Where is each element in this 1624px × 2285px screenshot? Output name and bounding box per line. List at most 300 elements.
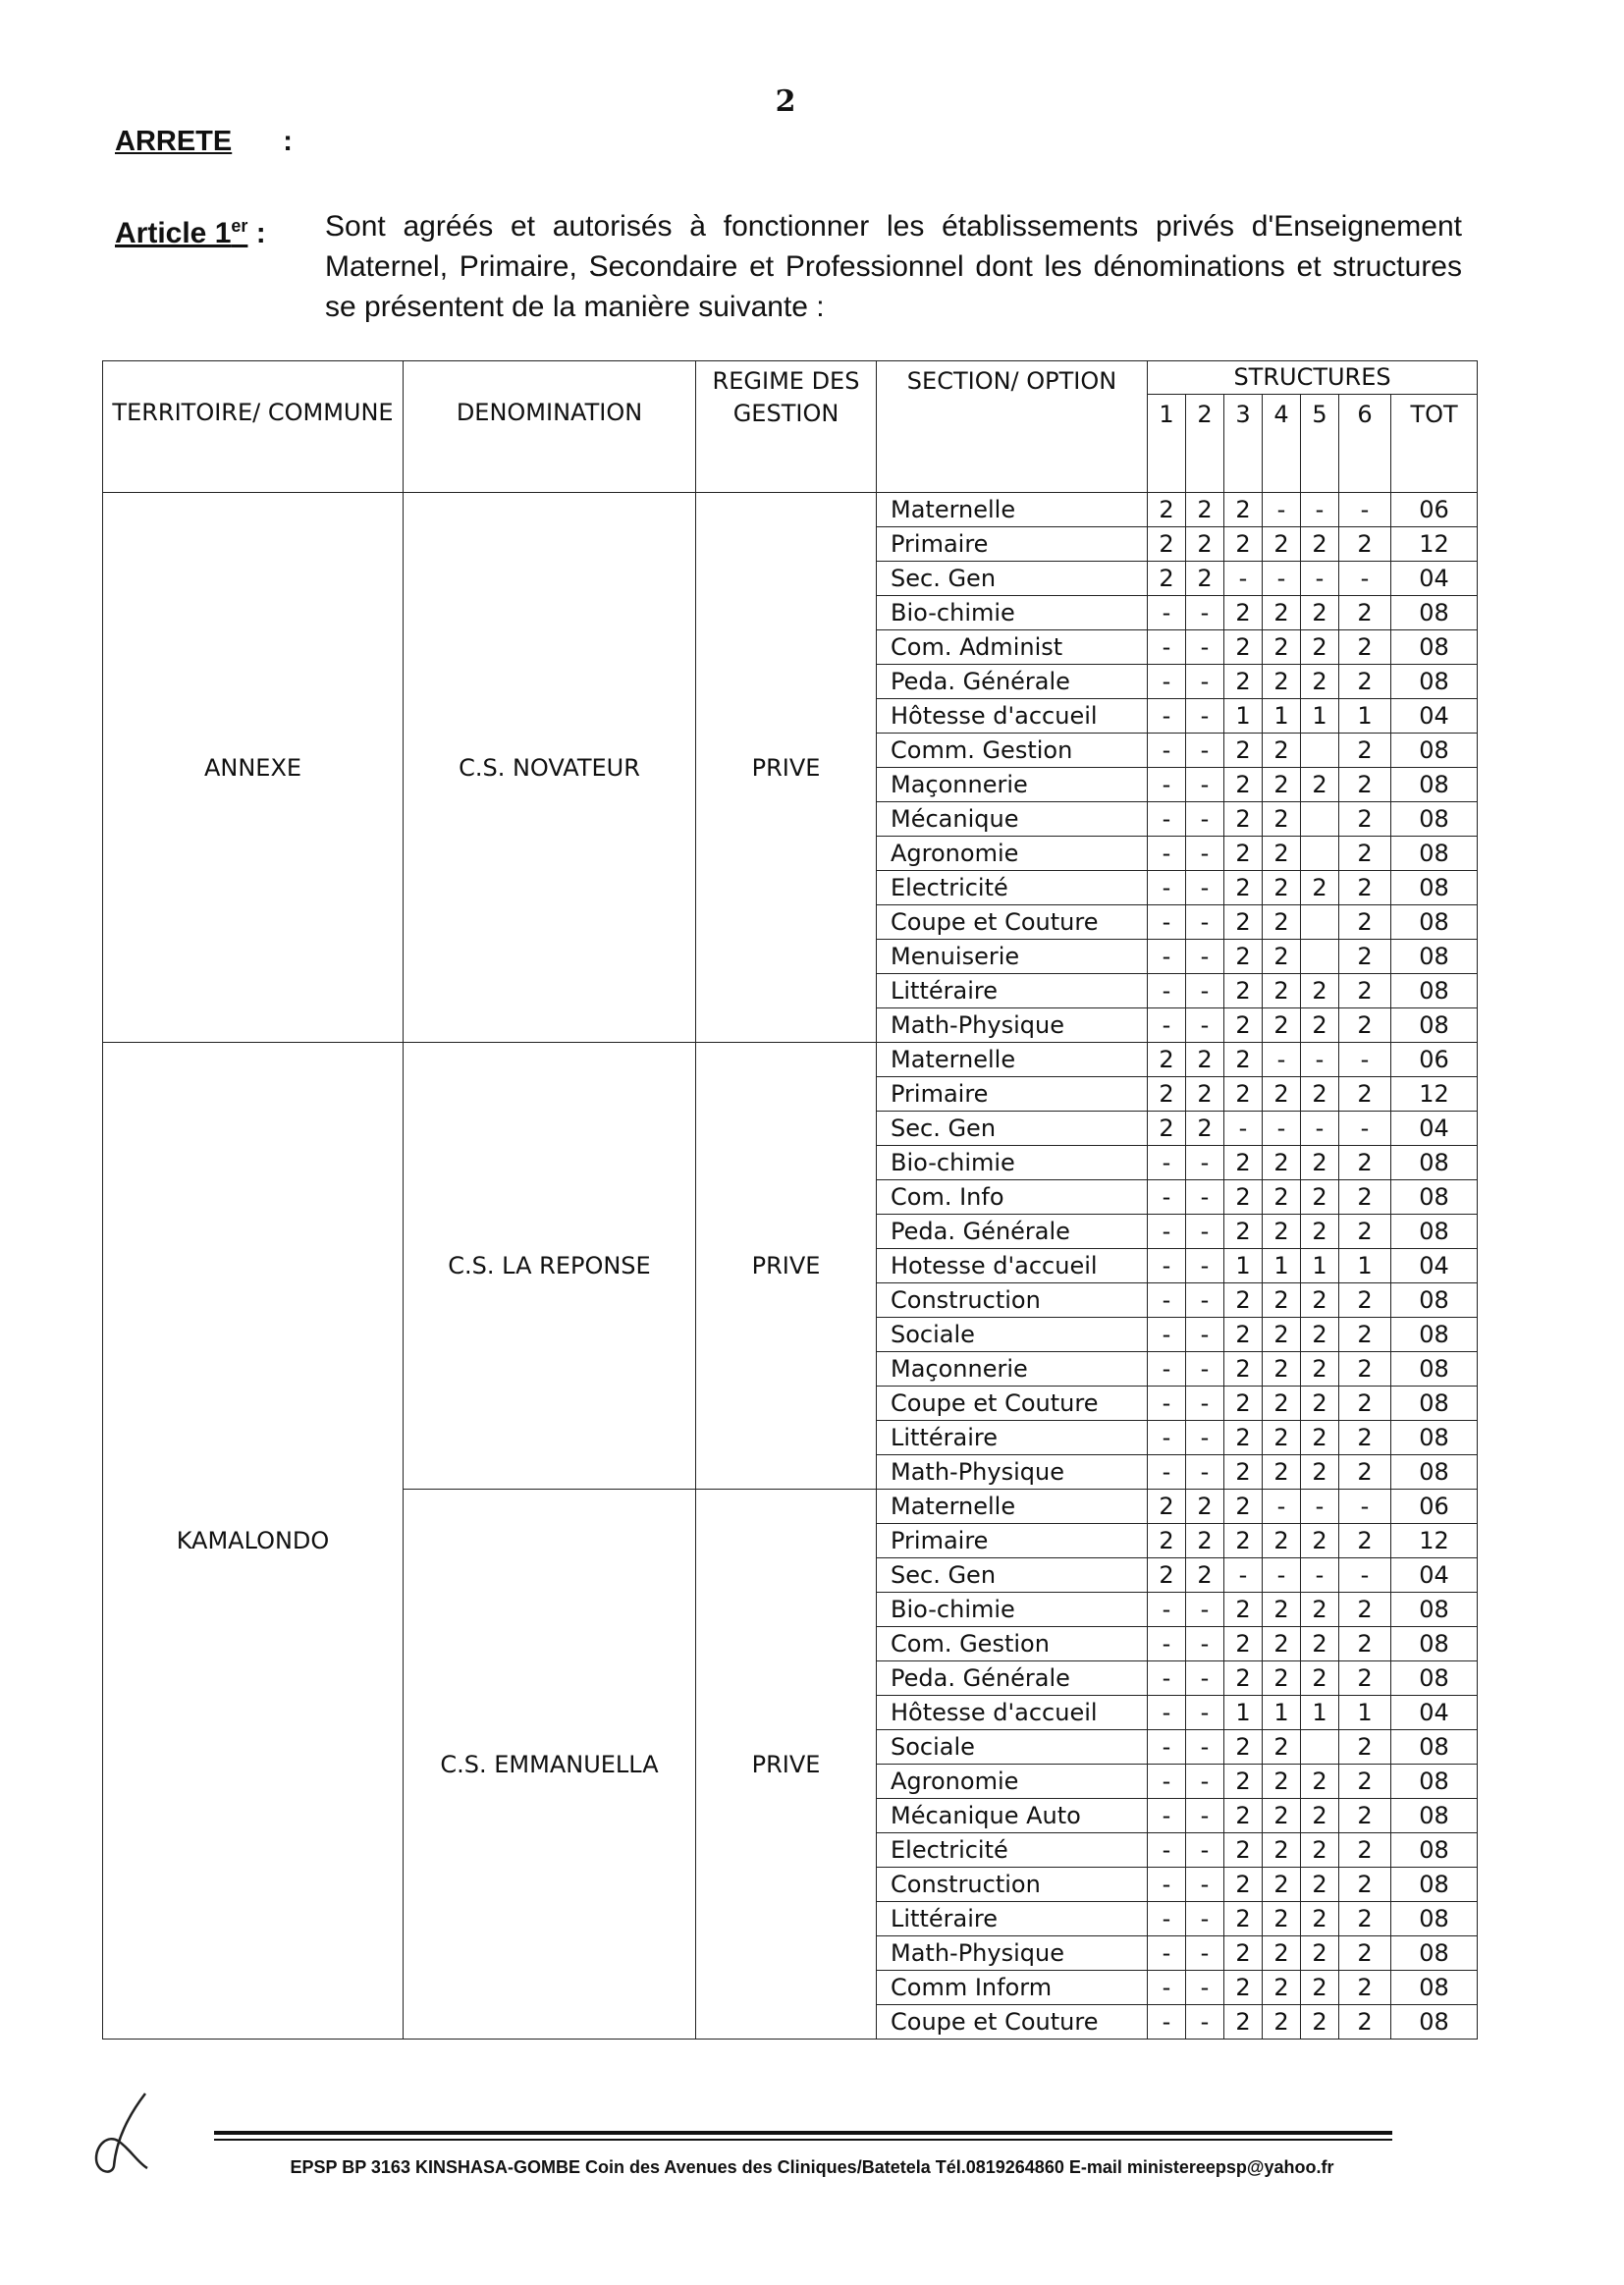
article-colon: : xyxy=(255,217,266,249)
table-row xyxy=(103,493,1478,527)
footer-rule-thick xyxy=(214,2131,1392,2135)
structure-level-1-cell: 2 xyxy=(1148,1558,1186,1593)
structure-level-5-cell: 2 xyxy=(1301,974,1339,1008)
structure-level-1-cell: - xyxy=(1148,1730,1186,1765)
structure-level-4-cell: 2 xyxy=(1263,1421,1301,1455)
structure-level-5-cell: 2 xyxy=(1301,1455,1339,1490)
structure-level-2-cell: - xyxy=(1186,630,1224,665)
arrete-label: ARRETE xyxy=(115,126,233,157)
table-row xyxy=(103,1043,1478,1077)
tot-cell: 08 xyxy=(1391,1936,1478,1971)
structure-level-4-cell: 2 xyxy=(1263,1661,1301,1696)
structure-level-4-cell: 2 xyxy=(1263,1283,1301,1318)
structure-level-4-cell: 2 xyxy=(1263,2005,1301,2040)
structure-level-4-cell: 2 xyxy=(1263,837,1301,871)
structure-level-2-cell: - xyxy=(1186,699,1224,734)
structure-level-1-cell: - xyxy=(1148,1902,1186,1936)
structure-level-1-cell: - xyxy=(1148,974,1186,1008)
structure-level-2-cell: 2 xyxy=(1186,527,1224,562)
structure-level-3-cell: 2 xyxy=(1224,1455,1263,1490)
tot-cell: 08 xyxy=(1391,596,1478,630)
structure-level-3-cell: 2 xyxy=(1224,2005,1263,2040)
structure-level-1-cell: - xyxy=(1148,1249,1186,1283)
header-denomination: DENOMINATION xyxy=(404,361,696,493)
arrete-heading xyxy=(115,126,293,158)
structure-level-3-cell: 2 xyxy=(1224,1627,1263,1661)
structure-level-6-cell: 2 xyxy=(1339,1352,1391,1387)
structure-level-5-cell: 2 xyxy=(1301,1971,1339,2005)
structure-level-5-cell xyxy=(1301,837,1339,871)
section-cell: Menuiserie xyxy=(877,940,1148,974)
structure-level-5-cell xyxy=(1301,940,1339,974)
tot-cell: 08 xyxy=(1391,665,1478,699)
structure-level-3-cell: 2 xyxy=(1224,630,1263,665)
tot-cell: 08 xyxy=(1391,1146,1478,1180)
structure-level-3-cell: 2 xyxy=(1224,493,1263,527)
structure-level-3-cell: 2 xyxy=(1224,1661,1263,1696)
structure-level-5-cell: 2 xyxy=(1301,1661,1339,1696)
structure-level-4-cell: 2 xyxy=(1263,1902,1301,1936)
structure-level-1-cell: 2 xyxy=(1148,1043,1186,1077)
section-cell: Comm Inform xyxy=(877,1971,1148,2005)
structure-level-3-cell: 2 xyxy=(1224,665,1263,699)
structure-level-5-cell xyxy=(1301,734,1339,768)
structure-level-4-cell: 1 xyxy=(1263,1249,1301,1283)
structure-level-1-cell: - xyxy=(1148,1318,1186,1352)
structure-level-4-cell: 2 xyxy=(1263,1765,1301,1799)
structure-level-6-cell: 2 xyxy=(1339,1833,1391,1868)
structure-level-1-cell: - xyxy=(1148,699,1186,734)
structure-level-4-cell: 2 xyxy=(1263,596,1301,630)
structure-level-5-cell: 2 xyxy=(1301,871,1339,905)
table-body xyxy=(103,493,1478,2040)
structure-level-5-cell: 2 xyxy=(1301,2005,1339,2040)
structure-level-5-cell: 2 xyxy=(1301,1868,1339,1902)
structure-level-1-cell: - xyxy=(1148,1936,1186,1971)
structure-level-4-cell: 2 xyxy=(1263,1352,1301,1387)
structure-level-3-cell: - xyxy=(1224,1112,1263,1146)
structure-level-3-cell: 2 xyxy=(1224,1765,1263,1799)
structure-level-3-cell: 2 xyxy=(1224,1833,1263,1868)
structure-level-6-cell: 2 xyxy=(1339,940,1391,974)
structure-level-6-cell: 2 xyxy=(1339,1730,1391,1765)
territoire-cell: ANNEXE xyxy=(103,493,404,1043)
structure-level-1-cell: 2 xyxy=(1148,527,1186,562)
page-number: 2 xyxy=(775,84,796,119)
section-cell: Math-Physique xyxy=(877,1936,1148,1971)
structure-level-6-cell: 2 xyxy=(1339,1387,1391,1421)
structure-level-5-cell: 2 xyxy=(1301,1146,1339,1180)
section-cell: Bio-chimie xyxy=(877,596,1148,630)
structure-level-5-cell: 2 xyxy=(1301,1765,1339,1799)
structure-level-4-cell: - xyxy=(1263,1043,1301,1077)
structure-level-6-cell: - xyxy=(1339,1490,1391,1524)
structure-level-2-cell: 2 xyxy=(1186,562,1224,596)
structure-level-3-cell: 2 xyxy=(1224,1868,1263,1902)
structure-level-2-cell: - xyxy=(1186,1936,1224,1971)
structure-level-3-cell: 2 xyxy=(1224,871,1263,905)
structure-level-2-cell: 2 xyxy=(1186,1558,1224,1593)
structure-level-6-cell: 1 xyxy=(1339,1696,1391,1730)
structure-level-2-cell: - xyxy=(1186,1730,1224,1765)
structure-level-5-cell: 2 xyxy=(1301,527,1339,562)
structure-level-1-cell: - xyxy=(1148,1455,1186,1490)
structure-level-4-cell: 2 xyxy=(1263,1455,1301,1490)
structure-level-6-cell: 2 xyxy=(1339,630,1391,665)
structure-level-2-cell: - xyxy=(1186,905,1224,940)
structure-level-2-cell: - xyxy=(1186,1971,1224,2005)
section-cell: Hotesse d'accueil xyxy=(877,1249,1148,1283)
structure-level-2-cell: - xyxy=(1186,1593,1224,1627)
tot-cell: 08 xyxy=(1391,1765,1478,1799)
structure-level-2-cell: 2 xyxy=(1186,1524,1224,1558)
structure-level-4-cell: 2 xyxy=(1263,630,1301,665)
section-cell: Primaire xyxy=(877,527,1148,562)
structure-level-1-cell: 2 xyxy=(1148,1524,1186,1558)
structure-level-4-cell: 2 xyxy=(1263,1936,1301,1971)
tot-cell: 08 xyxy=(1391,1455,1478,1490)
structure-level-6-cell: - xyxy=(1339,1043,1391,1077)
structure-level-5-cell: - xyxy=(1301,493,1339,527)
structure-level-2-cell: - xyxy=(1186,1455,1224,1490)
regime-cell: PRIVE xyxy=(696,1043,877,1490)
section-cell: Maternelle xyxy=(877,493,1148,527)
structure-level-6-cell: 2 xyxy=(1339,1661,1391,1696)
header-level-3: 3 xyxy=(1224,395,1263,493)
structure-level-2-cell: - xyxy=(1186,1868,1224,1902)
structure-level-6-cell: 2 xyxy=(1339,527,1391,562)
structure-level-6-cell: 2 xyxy=(1339,1627,1391,1661)
structure-level-4-cell: 2 xyxy=(1263,871,1301,905)
section-cell: Maternelle xyxy=(877,1490,1148,1524)
article-heading xyxy=(115,206,266,253)
footer-rule-thin xyxy=(214,2139,1392,2141)
structure-level-1-cell: - xyxy=(1148,837,1186,871)
structure-level-6-cell: 2 xyxy=(1339,1455,1391,1490)
structure-level-6-cell: 2 xyxy=(1339,1146,1391,1180)
structure-level-6-cell: - xyxy=(1339,493,1391,527)
structure-level-1-cell: - xyxy=(1148,1661,1186,1696)
structure-level-4-cell: 2 xyxy=(1263,734,1301,768)
structure-level-3-cell: 2 xyxy=(1224,1799,1263,1833)
structure-level-4-cell: - xyxy=(1263,562,1301,596)
denomination-cell: C.S. LA REPONSE xyxy=(404,1043,696,1490)
structure-level-5-cell: - xyxy=(1301,562,1339,596)
structure-level-3-cell: 2 xyxy=(1224,768,1263,802)
section-cell: Coupe et Couture xyxy=(877,2005,1148,2040)
section-cell: Littéraire xyxy=(877,974,1148,1008)
section-cell: Math-Physique xyxy=(877,1008,1148,1043)
structure-level-6-cell: 1 xyxy=(1339,1249,1391,1283)
structure-level-3-cell: 2 xyxy=(1224,1593,1263,1627)
structure-level-2-cell: - xyxy=(1186,1421,1224,1455)
structure-level-6-cell: 2 xyxy=(1339,1524,1391,1558)
structure-level-5-cell: 2 xyxy=(1301,1524,1339,1558)
structure-level-1-cell: - xyxy=(1148,2005,1186,2040)
structure-level-4-cell: 2 xyxy=(1263,974,1301,1008)
structure-level-1-cell: 2 xyxy=(1148,1077,1186,1112)
structure-level-5-cell: 2 xyxy=(1301,768,1339,802)
structure-level-3-cell: 2 xyxy=(1224,1180,1263,1215)
structure-level-5-cell: 2 xyxy=(1301,1077,1339,1112)
structure-level-5-cell: 2 xyxy=(1301,1008,1339,1043)
structure-level-2-cell: - xyxy=(1186,1249,1224,1283)
structure-level-6-cell: 2 xyxy=(1339,596,1391,630)
section-cell: Com. Gestion xyxy=(877,1627,1148,1661)
structure-level-3-cell: 1 xyxy=(1224,699,1263,734)
structure-level-4-cell: 2 xyxy=(1263,1730,1301,1765)
structure-level-2-cell: - xyxy=(1186,1387,1224,1421)
header-level-4: 4 xyxy=(1263,395,1301,493)
structure-level-2-cell: - xyxy=(1186,940,1224,974)
structure-level-4-cell: 2 xyxy=(1263,1318,1301,1352)
header-level-2: 2 xyxy=(1186,395,1224,493)
tot-cell: 08 xyxy=(1391,1833,1478,1868)
regime-cell: PRIVE xyxy=(696,493,877,1043)
structure-level-2-cell: - xyxy=(1186,768,1224,802)
structure-level-1-cell: - xyxy=(1148,871,1186,905)
structure-level-4-cell: 2 xyxy=(1263,1833,1301,1868)
tot-cell: 06 xyxy=(1391,1490,1478,1524)
structure-level-4-cell: 2 xyxy=(1263,768,1301,802)
structure-level-5-cell: 1 xyxy=(1301,699,1339,734)
structure-level-5-cell: 2 xyxy=(1301,1283,1339,1318)
tot-cell: 08 xyxy=(1391,940,1478,974)
tot-cell: 08 xyxy=(1391,1387,1478,1421)
structure-level-4-cell: 2 xyxy=(1263,665,1301,699)
header-level-6: 6 xyxy=(1339,395,1391,493)
header-level-1: 1 xyxy=(1148,395,1186,493)
structure-level-4-cell: - xyxy=(1263,1490,1301,1524)
structure-level-1-cell: 2 xyxy=(1148,1112,1186,1146)
structure-level-5-cell: 2 xyxy=(1301,1352,1339,1387)
structure-level-5-cell xyxy=(1301,905,1339,940)
territoire-cell: KAMALONDO xyxy=(103,1043,404,2040)
structure-level-3-cell: 2 xyxy=(1224,1283,1263,1318)
structure-level-1-cell: - xyxy=(1148,1593,1186,1627)
section-cell: Agronomie xyxy=(877,837,1148,871)
tot-cell: 08 xyxy=(1391,1180,1478,1215)
structure-level-6-cell: 2 xyxy=(1339,802,1391,837)
section-cell: Hôtesse d'accueil xyxy=(877,699,1148,734)
article-1 xyxy=(115,206,1462,327)
structure-level-3-cell: 2 xyxy=(1224,596,1263,630)
structure-level-5-cell: 2 xyxy=(1301,1318,1339,1352)
structures-table xyxy=(102,360,1478,2040)
structure-level-3-cell: 2 xyxy=(1224,940,1263,974)
structure-level-4-cell: 2 xyxy=(1263,940,1301,974)
structure-level-1-cell: - xyxy=(1148,1180,1186,1215)
structure-level-5-cell xyxy=(1301,1730,1339,1765)
structure-level-6-cell: 2 xyxy=(1339,905,1391,940)
section-cell: Electricité xyxy=(877,1833,1148,1868)
structure-level-1-cell: 2 xyxy=(1148,562,1186,596)
structure-level-4-cell: 2 xyxy=(1263,1868,1301,1902)
structure-level-1-cell: 2 xyxy=(1148,493,1186,527)
structure-level-5-cell: 2 xyxy=(1301,1215,1339,1249)
tot-cell: 08 xyxy=(1391,1318,1478,1352)
structure-level-5-cell: 2 xyxy=(1301,596,1339,630)
section-cell: Peda. Générale xyxy=(877,1215,1148,1249)
structure-level-3-cell: 2 xyxy=(1224,1352,1263,1387)
structure-level-1-cell: - xyxy=(1148,1146,1186,1180)
structure-level-2-cell: - xyxy=(1186,1318,1224,1352)
header-regime: REGIME DES GESTION xyxy=(696,361,877,493)
section-cell: Sec. Gen xyxy=(877,1112,1148,1146)
structure-level-5-cell: 1 xyxy=(1301,1249,1339,1283)
structure-level-2-cell: - xyxy=(1186,1180,1224,1215)
section-cell: Sociale xyxy=(877,1318,1148,1352)
structure-level-3-cell: 2 xyxy=(1224,1318,1263,1352)
section-cell: Agronomie xyxy=(877,1765,1148,1799)
tot-cell: 04 xyxy=(1391,1558,1478,1593)
tot-cell: 08 xyxy=(1391,1971,1478,2005)
structure-level-3-cell: - xyxy=(1224,1558,1263,1593)
section-cell: Littéraire xyxy=(877,1421,1148,1455)
structure-level-6-cell: 2 xyxy=(1339,837,1391,871)
structure-level-5-cell: 2 xyxy=(1301,1593,1339,1627)
structure-level-6-cell: 2 xyxy=(1339,1421,1391,1455)
structure-level-2-cell: 2 xyxy=(1186,1043,1224,1077)
structure-level-4-cell: 2 xyxy=(1263,1387,1301,1421)
tot-cell: 08 xyxy=(1391,1215,1478,1249)
structure-level-5-cell: - xyxy=(1301,1490,1339,1524)
structure-level-2-cell: - xyxy=(1186,1146,1224,1180)
structure-level-2-cell: - xyxy=(1186,974,1224,1008)
structure-level-5-cell: 2 xyxy=(1301,1180,1339,1215)
structure-level-3-cell: 2 xyxy=(1224,837,1263,871)
structure-level-2-cell: - xyxy=(1186,1215,1224,1249)
structure-level-1-cell: - xyxy=(1148,1421,1186,1455)
structure-level-4-cell: - xyxy=(1263,1112,1301,1146)
tot-cell: 08 xyxy=(1391,802,1478,837)
structure-level-2-cell: - xyxy=(1186,1833,1224,1868)
structure-level-3-cell: 2 xyxy=(1224,1971,1263,2005)
structure-level-1-cell: - xyxy=(1148,1696,1186,1730)
structure-level-3-cell: 2 xyxy=(1224,1387,1263,1421)
tot-cell: 08 xyxy=(1391,1661,1478,1696)
structure-level-3-cell: 2 xyxy=(1224,1421,1263,1455)
section-cell: Littéraire xyxy=(877,1902,1148,1936)
structure-level-5-cell: - xyxy=(1301,1043,1339,1077)
structure-level-1-cell: - xyxy=(1148,940,1186,974)
structure-level-6-cell: - xyxy=(1339,562,1391,596)
structure-level-1-cell: - xyxy=(1148,1283,1186,1318)
structure-level-4-cell: 1 xyxy=(1263,699,1301,734)
tot-cell: 04 xyxy=(1391,1249,1478,1283)
structure-level-4-cell: 2 xyxy=(1263,1627,1301,1661)
tot-cell: 12 xyxy=(1391,1524,1478,1558)
section-cell: Com. Administ xyxy=(877,630,1148,665)
section-cell: Maternelle xyxy=(877,1043,1148,1077)
structure-level-3-cell: 1 xyxy=(1224,1249,1263,1283)
structure-level-2-cell: - xyxy=(1186,1008,1224,1043)
section-cell: Coupe et Couture xyxy=(877,905,1148,940)
article-label: Article 1 xyxy=(115,217,232,249)
header-level-5: 5 xyxy=(1301,395,1339,493)
structure-level-4-cell: - xyxy=(1263,1558,1301,1593)
structure-level-3-cell: 2 xyxy=(1224,527,1263,562)
structure-level-4-cell: 2 xyxy=(1263,527,1301,562)
tot-cell: 08 xyxy=(1391,1593,1478,1627)
structure-level-2-cell: - xyxy=(1186,802,1224,837)
structure-level-6-cell: 2 xyxy=(1339,734,1391,768)
structure-level-3-cell: 2 xyxy=(1224,905,1263,940)
tot-cell: 08 xyxy=(1391,734,1478,768)
structure-level-6-cell: 2 xyxy=(1339,1180,1391,1215)
structure-level-1-cell: - xyxy=(1148,1765,1186,1799)
section-cell: Construction xyxy=(877,1283,1148,1318)
structure-level-1-cell: - xyxy=(1148,1868,1186,1902)
tot-cell: 08 xyxy=(1391,1283,1478,1318)
tot-cell: 06 xyxy=(1391,1043,1478,1077)
structure-level-6-cell: 2 xyxy=(1339,1868,1391,1902)
structure-level-3-cell: 2 xyxy=(1224,1902,1263,1936)
structure-level-1-cell: - xyxy=(1148,1008,1186,1043)
structure-level-2-cell: 2 xyxy=(1186,1077,1224,1112)
structure-level-1-cell: - xyxy=(1148,734,1186,768)
tot-cell: 08 xyxy=(1391,1902,1478,1936)
tot-cell: 08 xyxy=(1391,1799,1478,1833)
section-cell: Coupe et Couture xyxy=(877,1387,1148,1421)
structure-level-6-cell: 2 xyxy=(1339,768,1391,802)
tot-cell: 08 xyxy=(1391,2005,1478,2040)
structure-level-1-cell: - xyxy=(1148,1352,1186,1387)
structure-level-3-cell: 2 xyxy=(1224,1490,1263,1524)
tot-cell: 08 xyxy=(1391,768,1478,802)
structure-level-2-cell: 2 xyxy=(1186,1112,1224,1146)
section-cell: Sociale xyxy=(877,1730,1148,1765)
section-cell: Maçonnerie xyxy=(877,768,1148,802)
structure-level-6-cell: 2 xyxy=(1339,871,1391,905)
regime-cell: PRIVE xyxy=(696,1490,877,2040)
structure-level-3-cell: 2 xyxy=(1224,1730,1263,1765)
section-cell: Bio-chimie xyxy=(877,1593,1148,1627)
article-sup: er xyxy=(231,216,248,236)
section-cell: Peda. Générale xyxy=(877,1661,1148,1696)
structure-level-6-cell: - xyxy=(1339,1558,1391,1593)
structure-level-6-cell: 2 xyxy=(1339,1936,1391,1971)
section-cell: Comm. Gestion xyxy=(877,734,1148,768)
tot-cell: 08 xyxy=(1391,1868,1478,1902)
structure-level-2-cell: - xyxy=(1186,596,1224,630)
structure-level-1-cell: - xyxy=(1148,665,1186,699)
section-cell: Maçonnerie xyxy=(877,1352,1148,1387)
tot-cell: 12 xyxy=(1391,527,1478,562)
structure-level-5-cell: - xyxy=(1301,1558,1339,1593)
tot-cell: 08 xyxy=(1391,905,1478,940)
structure-level-4-cell: 2 xyxy=(1263,1593,1301,1627)
structure-level-6-cell: 2 xyxy=(1339,1283,1391,1318)
section-cell: Sec. Gen xyxy=(877,1558,1148,1593)
denomination-cell: C.S. NOVATEUR xyxy=(404,493,696,1043)
structure-level-3-cell: 1 xyxy=(1224,1696,1263,1730)
structure-level-6-cell: 2 xyxy=(1339,1971,1391,2005)
structure-level-4-cell: 2 xyxy=(1263,1971,1301,2005)
structure-level-1-cell: - xyxy=(1148,802,1186,837)
structure-level-5-cell: 2 xyxy=(1301,1421,1339,1455)
tot-cell: 08 xyxy=(1391,630,1478,665)
structure-level-4-cell: - xyxy=(1263,493,1301,527)
structure-level-2-cell: 2 xyxy=(1186,1490,1224,1524)
structure-level-1-cell: - xyxy=(1148,1627,1186,1661)
structure-level-4-cell: 2 xyxy=(1263,905,1301,940)
structure-level-2-cell: - xyxy=(1186,2005,1224,2040)
structure-level-3-cell: 2 xyxy=(1224,1008,1263,1043)
tot-cell: 04 xyxy=(1391,1696,1478,1730)
structure-level-2-cell: - xyxy=(1186,665,1224,699)
section-cell: Math-Physique xyxy=(877,1455,1148,1490)
